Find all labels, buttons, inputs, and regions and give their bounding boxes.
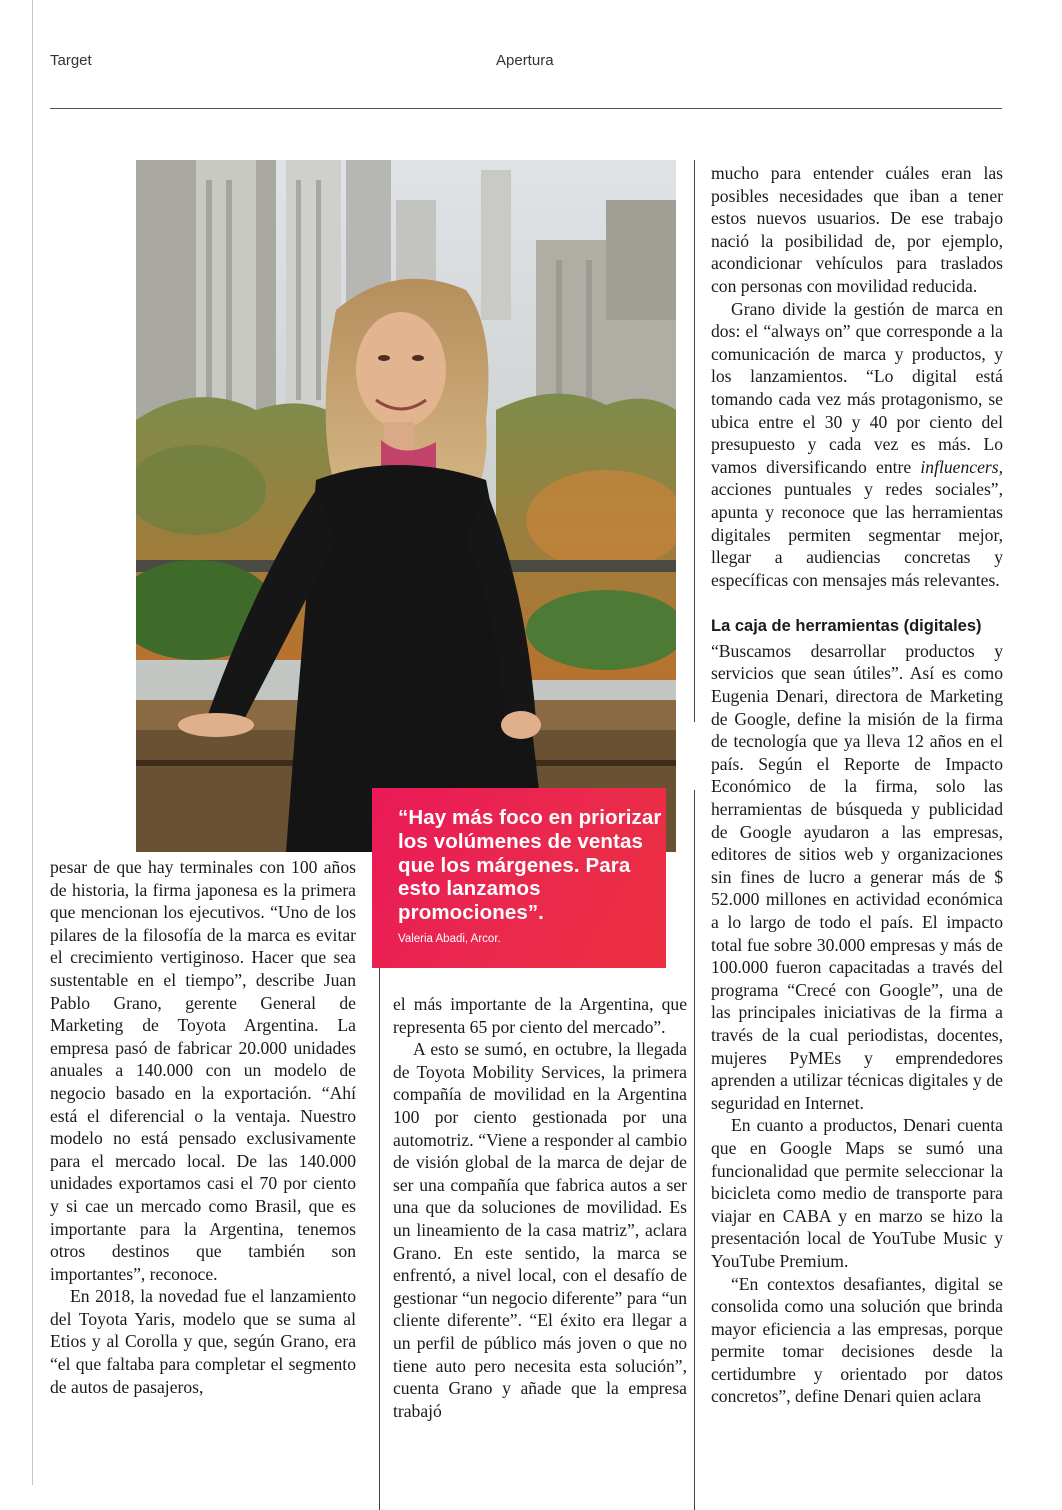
- paragraph-part: Grano divide la gestión de marca en dos: el “always on” que corresponde a la comunicación de marca y productos, y los lanzamientos. “Lo digital está tomando cada vez más protagonismo, se ubica entre el 30 y 40 por ciento del presupuesto y cada vez es más. Lo vamos diversificando entre: [711, 298, 1003, 477]
- pull-quote-credit: Valeria Abadi, Arcor.: [398, 932, 501, 945]
- article-column-3: [711, 162, 1003, 1408]
- column-rule-right-bottom: [694, 790, 695, 1510]
- paragraph: [711, 298, 1003, 592]
- page-edge-line: [32, 0, 33, 1485]
- paragraph: En 2018, la novedad fue el lanzamiento del Toyota Yaris, modelo que se suma al Etios y al Corolla y que, según Grano, era “el que faltaba para completar el segmento de autos de pasajeros,: [50, 1286, 356, 1397]
- paragraph: “Buscamos desarrollar productos y servicios que sean útiles”. Así es como Eugenia Denari, directora de Marketing de Google, define la misión de la firma de tecnología que ya lleva 12 años en el país. Según el Reporte de Impacto Económico de la firma, solo las herramientas de búsqueda y publicidad de Google ayudaron a las empresas, editores de sitios web y organizaciones sin fines de lucro a generar más de $ 52.000 millones en actividad económica a lo largo de todo el país. El impacto total fue sobre 30.000 empresas y más de 100.000 fueron capacitadas a través del programa “Crecé con Google”, una de las principales iniciativas de la firma a través de la cual periodistas, docentes, mujeres PyMEs y emprendedores aprenden a utilizar técnicas digitales y de seguridad en Internet.: [711, 640, 1003, 1113]
- paragraph: pesar de que hay terminales con 100 años de historia, la firma japonesa es la primera que mencionan los ejecutivos. “Uno de los pilares de la filosofía de la marca es evitar el crecimiento vertiginoso. Hacer que sea sustentable en el tiempo”, describe Juan Pablo Grano, gerente General de Marketing de Toyota Argentina. La empresa pasó de fabricar 20.000 unidades anuales a 140.000 con un modelo de negocio basado en la exportación. “Ahí está el diferencial o la ventaja. Nuestro modelo no está pensado exclusivamente para el mercado local. De las 140.000 unidades exportamos casi el 70 por ciento y si cae un mercado como Brasil, que es importante para la Argentina, tenemos otros destinos que también son importantes”, reconoce.: [50, 857, 356, 1284]
- paragraph: En cuanto a productos, Denari cuenta que en Google Maps se sumó una funcionalidad que permite seleccionar la bicicleta como medio de transporte para viajar en CABA y en marzo se hizo la presentación local de YouTube Music y YouTube Premium.: [711, 1115, 1003, 1271]
- emphasis-influencers: influencers,: [920, 456, 1003, 477]
- paragraph-part: acciones puntuales y redes sociales”, apunta y reconoce que las herramientas digitales permiten segmentar mejor, llegar a audiencias concretas y específicas con mensajes más relevantes.: [711, 479, 1003, 590]
- section-subheading: La caja de herramientas (digitales): [711, 617, 982, 636]
- paragraph: “En contextos desafiantes, digital se consolida como una solución que brinda mayor eficiencia a las empresas, porque permite tomar decisiones desde la certidumbre y orientado por datos concretos”, define Denari quien aclara: [711, 1273, 1003, 1407]
- paragraph: el más importante de la Argentina, que representa 65 por ciento del mercado”.: [393, 994, 687, 1037]
- column-rule-left: [379, 968, 380, 1510]
- paragraph: A esto se sumó, en octubre, la llegada de Toyota Mobility Services, la primera compañía de movilidad en la Argentina 100 por ciento gestionada por una automotriz. “Viene a responder al cambio de visión global de la marca de dejar de ser una compañía que fabrica autos a ser una que da soluciones de movilidad. Es un lineamiento de la casa matriz”, aclara Grano. En este sentido, la marca se enfrentó, a nivel local, con el desafío de gestionar “un negocio diferente” para “un cliente diferente”. “El éxito era llegar a un perfil de público más joven o que no tiene auto pero necesita esta solución”, cuenta Grano y añade que la empresa trabajó: [393, 1039, 687, 1421]
- article-column-1: [50, 856, 356, 1398]
- section-name: Apertura: [496, 52, 554, 69]
- article-column-2: [393, 993, 687, 1422]
- magazine-name: Target: [50, 52, 92, 69]
- pull-quote-box: [372, 788, 666, 968]
- pull-quote-text: “Hay más foco en priorizar los volúmenes de ventas que los márgenes. Para esto lanzamos promociones”.: [398, 806, 662, 925]
- column-rule-right-top: [694, 160, 695, 722]
- portrait-photo: [136, 160, 676, 852]
- portrait-illustration: [136, 160, 676, 852]
- header-rule: [50, 108, 1002, 109]
- paragraph: mucho para entender cuáles eran las posibles necesidades que iban a tener estos nuevos usuarios. De ese trabajo nació la posibilidad de, por ejemplo, acondicionar vehículos para traslados con personas con movilidad reducida.: [711, 163, 1003, 296]
